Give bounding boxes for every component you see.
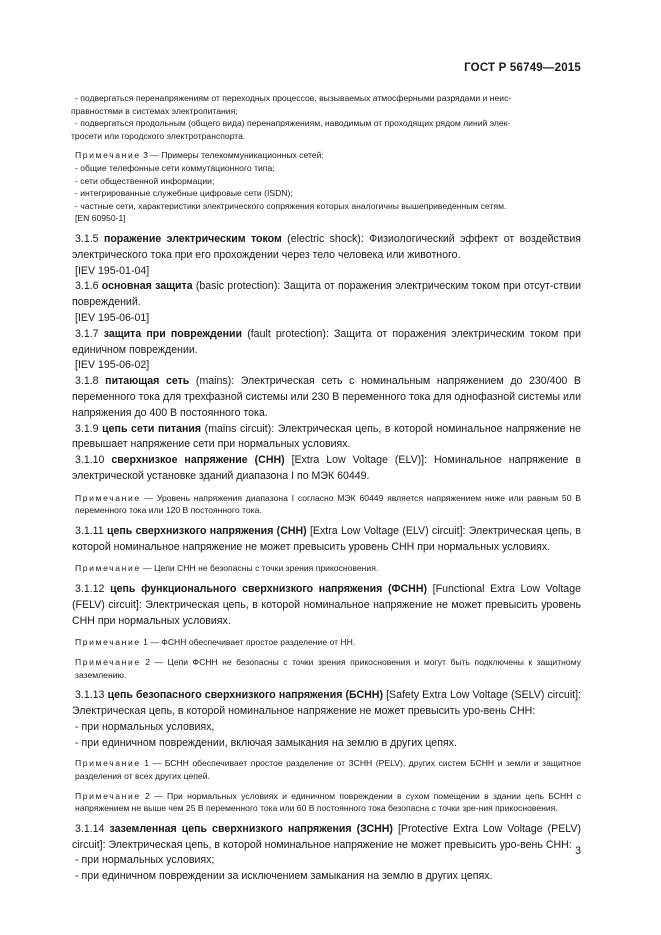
- document-code: ГОСТ Р 56749—2015: [464, 62, 581, 74]
- note-list-item: - общие телефонные сети коммутационного типа;: [75, 162, 275, 173]
- definition-3-1-6: 3.1.6 основная защита (basic protection): Защита от поражения электрическим током при отсут-ствии повреждений.: [72, 280, 581, 309]
- definition-3-1-8: 3.1.8 питающая сеть (mains): Электрическая сеть с номинальным напряжением до 230/400 В переменного тока для трехфазной системы или 230 В переменного тока для однофазной системы или напряжения до 400 В постоянного тока.: [72, 375, 581, 419]
- note-bsnn-1: Примечание 1 — БСНН обеспечивает простое разделение от ЗСНН (PELV), других систем БСНН и земли и защитное разделения от всех других цепей.: [75, 758, 581, 782]
- definition-3-1-10: 3.1.10 сверхнизкое напряжение (СНН) [Extra Low Voltage (ELV)]: Номинальное напряжение в электрической установке зданий диапазона I по МЭК 60449.: [72, 454, 581, 482]
- page-number: 3: [575, 845, 581, 857]
- list-item: - при единичном повреждении за исключением замыкания на землю в других цепях.: [75, 870, 493, 883]
- note-fsnn-1: Примечание 1 — ФСНН обеспечивает простое разделение от НН.: [75, 637, 356, 648]
- note-snn: Примечание — Цепи СНН не безопасны с точки зрения прикосновения.: [75, 563, 379, 574]
- reference: [IEV 195-01-04]: [75, 264, 150, 277]
- definition-3-1-14: 3.1.14 заземленная цепь сверхнизкого напряжения (ЗСНН) [Protective Extra Low Voltage (PELV) circuit]: Электрическая цепь, в которой номинальное напряжение не может превысить уро-вень СНН:: [72, 822, 581, 851]
- note-list-item: - сети общественной информации;: [75, 175, 215, 186]
- note-fsnn-2: Примечание 2 — Цепи ФСНН не безопасны с точки зрения прикосновения и могут быть подключены к защитному заземлению.: [75, 657, 581, 680]
- reference: [IEV 195-06-01]: [75, 311, 150, 324]
- note-elv: Примечание — Уровень напряжения диапазона I согласно МЭК 60449 является напряжением ниже или равным 50 В переменного тока или 120 В постоянного тока.: [75, 492, 581, 516]
- list-item: - при нормальных условиях;: [75, 854, 215, 867]
- list-item: - подвергаться перенапряжениям от переходных процессов, вызываемых атмосферными разрядами и неис-: [75, 93, 512, 103]
- note-list-item: - частные сети, характеристики электрического сопряжения которых аналогичны вышеприведенным сетям.: [75, 200, 507, 211]
- note-bsnn-2: Примечание 2 — При нормальных условиях и единичном повреждении в сухом помещении в здании цепь БСНН с напряжением не выше чем 25 В переменного тока или 60 В постоянного тока безопасна с точки зре-ния прикосновения.: [75, 790, 581, 814]
- list-item: - при единичном повреждении, включая замыкания на землю в других цепях.: [75, 736, 457, 749]
- page-body: [71, 92, 581, 885]
- list-item-continuation: тросети или городского электротранспорта.: [71, 130, 246, 141]
- definition-3-1-13: 3.1.13 цепь безопасного сверхнизкого напряжения (БСНН) [Safety Extra Low Voltage (SELV) circuit]: Электрическая цепь, в которой номинальное напряжение не может превысить уро-вень СНН:: [72, 689, 581, 718]
- definition-3-1-9: 3.1.9 цепь сети питания (mains circuit): Электрическая цепь, в которой номинальное напряжение не превышает напряжение сети при нормальных условиях.: [72, 422, 581, 451]
- reference: [EN 60950-1]: [75, 213, 126, 224]
- note-list-item: - интегрированные служебные цифровые сети (ISDN);: [75, 188, 293, 199]
- note-3: Примечание 3 — Примеры телекоммуникационных сетей:: [75, 150, 324, 161]
- definition-3-1-12: 3.1.12 цепь функционального сверхнизкого напряжения (ФСНН) [Functional Extra Low Voltage (FELV) circuit]: Электрическая цепь, в которой номинальное напряжение не может превысить уровень СНН при нормальных условиях.: [72, 583, 581, 627]
- list-item-continuation: правностями в системах электропитания;: [71, 105, 238, 116]
- list-item: - подвергаться продольным (общего вида) перенапряжениям, наводимым от проходящих рядом линий элек-: [75, 118, 511, 129]
- list-item: - при нормальных условиях,: [75, 720, 215, 733]
- reference: [IEV 195-06-02]: [75, 359, 150, 372]
- definition-3-1-7: 3.1.7 защита при повреждении (fault protection): Защита от поражения электрическим током при единичном повреждении.: [72, 327, 581, 356]
- definition-3-1-5: 3.1.5 поражение электрическим током (electric shock): Физиологический эффект от воздействия электрического тока при его прохождении через тело человека или животного.: [72, 232, 581, 261]
- definition-3-1-11: 3.1.11 цепь сверхнизкого напряжения (СНН) [Extra Low Voltage (ELV) circuit]: Электрическая цепь, в которой номинальное напряжение не может превысить уровень СНН при нормальных условиях.: [72, 524, 581, 553]
